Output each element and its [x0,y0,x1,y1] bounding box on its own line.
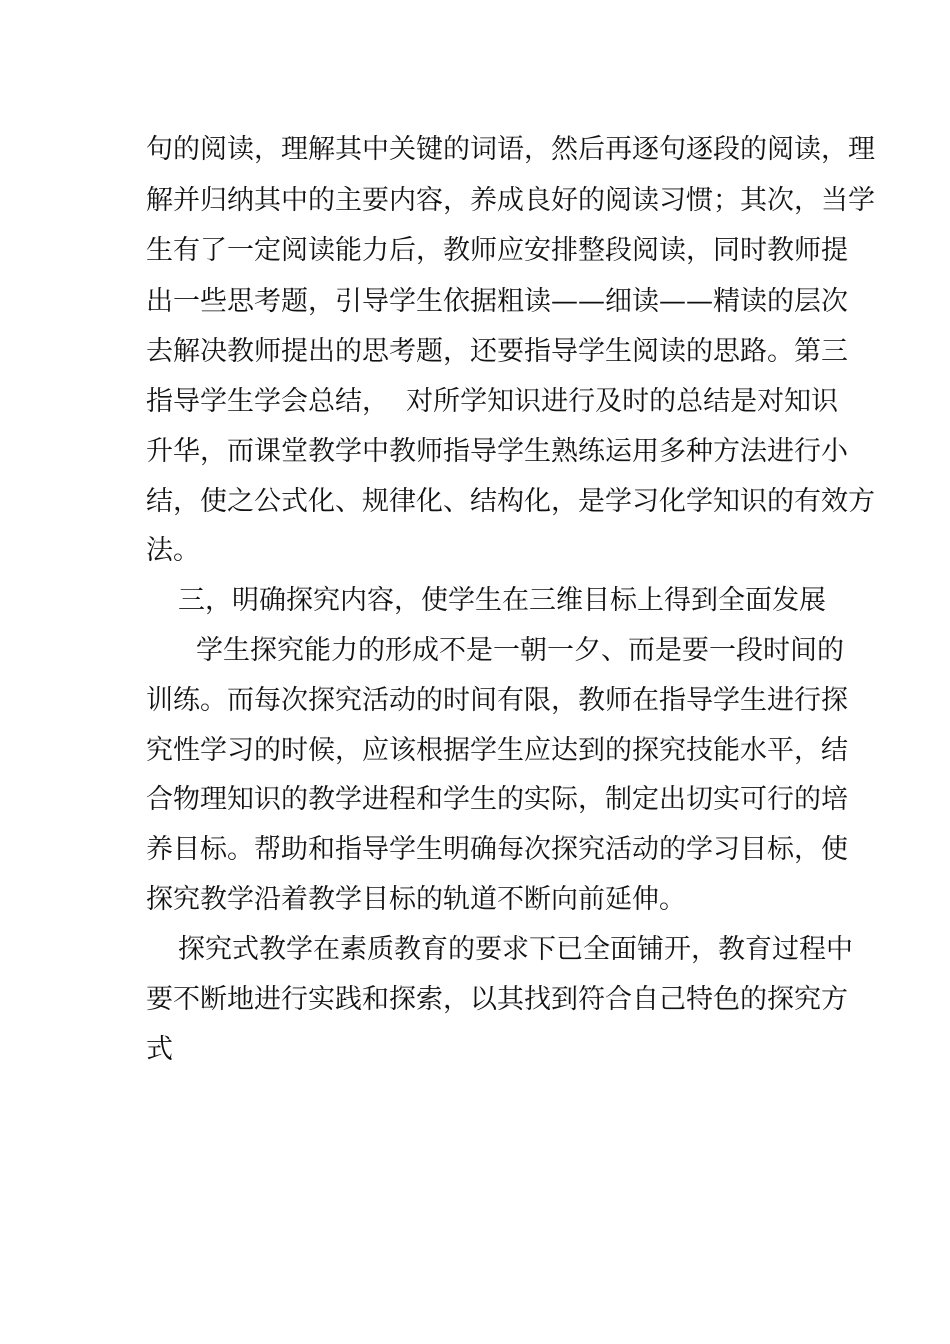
text-line: 出一些思考题，引导学生依据粗读——细读——精读的层次 [146,286,848,317]
text-line: 合物理知识的教学进程和学生的实际，制定出切实可行的培 [146,784,848,815]
text-line: 解并归纳其中的主要内容，养成良好的阅读习惯；其次，当学 [146,185,875,216]
text-line: 训练。而每次探究活动的时间有限，教师在指导学生进行探 [146,685,848,716]
text-line: 究性学习的时候，应该根据学生应达到的探究技能水平，结 [146,735,848,766]
text-line: 探究式教学在素质教育的要求下已全面铺开，教育过程中 [178,934,853,965]
text-line: 生有了一定阅读能力后，教师应安排整段阅读，同时教师提 [146,235,848,266]
text-line: 式 [146,1034,173,1065]
text-line: 指导学生学会总结， 对所学知识进行及时的总结是对知识 [146,386,839,417]
text-line: 探究教学沿着教学目标的轨道不断向前延伸。 [146,884,686,915]
text-line: 要不断地进行实践和探索，以其找到符合自己特色的探究方 [146,984,848,1015]
text-line: 去解决教师提出的思考题，还要指导学生阅读的思路。第三 [146,336,848,367]
text-line: 法。 [146,535,200,566]
text-line: 句的阅读，理解其中关键的词语，然后再逐句逐段的阅读，理 [146,134,875,165]
text-line: 升华，而课堂教学中教师指导学生熟练运用多种方法进行小 [146,436,848,467]
text-line: 养目标。帮助和指导学生明确每次探究活动的学习目标，使 [146,834,848,865]
text-line: 学生探究能力的形成不是一朝一夕、而是要一段时间的 [196,635,844,666]
text-line: 结，使之公式化、规律化、结构化，是学习化学知识的有效方 [146,486,875,517]
section-heading: 三，明确探究内容，使学生在三维目标上得到全面发展 [178,585,826,616]
